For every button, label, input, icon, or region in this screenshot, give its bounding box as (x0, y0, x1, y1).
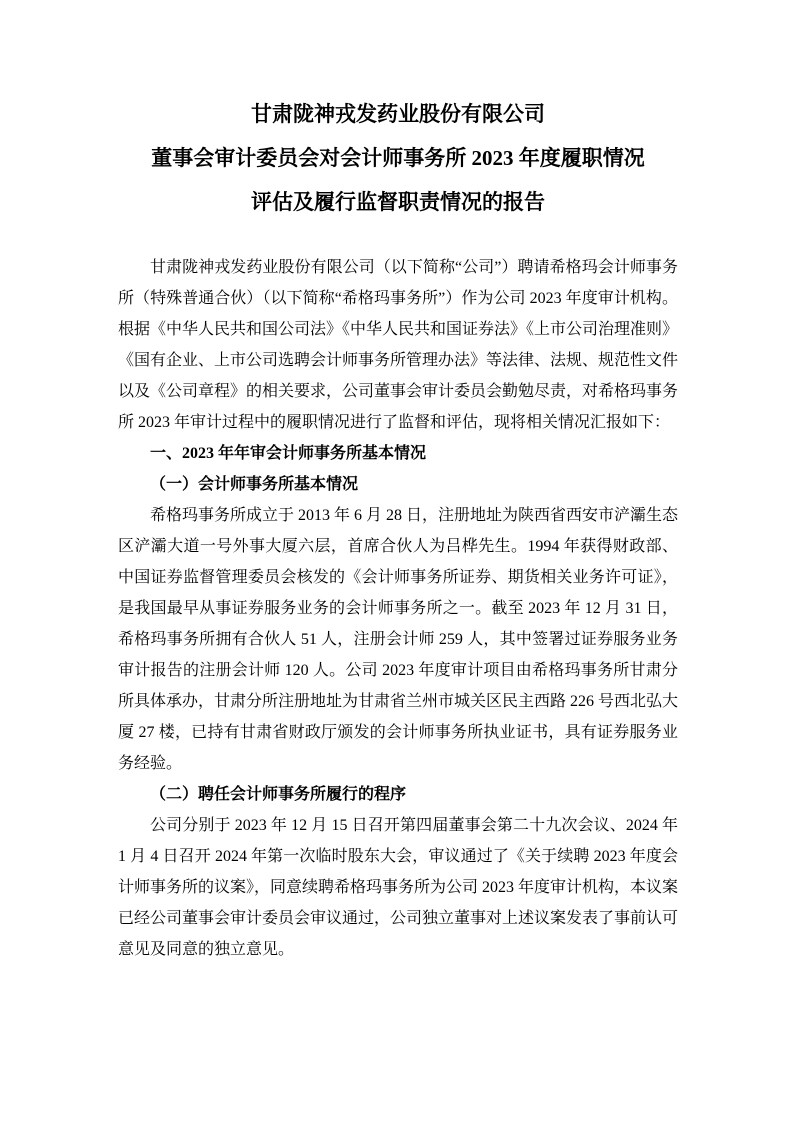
title-line-3: 评估及履行监督职责情况的报告 (251, 190, 545, 214)
title-line-2: 董事会审计委员会对会计师事务所 2023 年度履职情况 (151, 146, 645, 170)
document-title (118, 92, 678, 224)
section-1-2-heading: （二）聘任会计师事务所履行的程序 (150, 786, 407, 803)
section-1-heading: 一、2023 年年审会计师事务所基本情况 (150, 445, 427, 462)
intro-paragraph: 甘肃陇神戎发药业股份有限公司（以下简称“公司”）聘请希格玛会计师事务所（特殊普通合伙）（以下简称“希格玛事务所”）作为公司 2023 年度审计机构。根据《中华人民共和国公司法》《中华人民共和国证券法》《上市公司治理准则》《国有企业、上市公司选聘会计师事务所管理办法》等法律、法规、规范性文件以及《公司章程》的相关要求，公司董事会审计委员会勤勉尽责，对希格玛事务所 2023 年审计过程中的履职情况进行了监督和评估，现将相关情况汇报如下： (118, 259, 679, 431)
engagement-procedure-paragraph: 公司分别于 2023 年 12 月 15 日召开第四届董事会第二十九次会议、2024 年 1 月 4 日召开 2024 年第一次临时股东大会，审议通过了《关于续聘 2023 年度会计师事务所的议案》，同意续聘希格玛事务所为公司 2023 年度审计机构，本议案已经公司董事会审计委员会审议通过，公司独立董事对上述议案发表了事前认可意见及同意的独立意见。 (118, 817, 679, 958)
title-line-1: 甘肃陇神戎发药业股份有限公司 (251, 102, 545, 126)
firm-basic-info-paragraph: 希格玛事务所成立于 2013 年 6 月 28 日，注册地址为陕西省西安市浐灞生态区浐灞大道一号外事大厦六层，首席合伙人为吕桦先生。1994 年获得财政部、中国证券监督管理委员会核发的《会计师事务所证券、期货相关业务许可证》，是我国最早从事证券服务业务的会计师事务所之一。截至 2023 年 12 月 31 日，希格玛事务所拥有合伙人 51 人，注册会计师 259 人，其中签署过证券服务业务审计报告的注册会计师 120 人。公司 2023 年度审计项目由希格玛事务所甘肃分所具体承办，甘肃分所注册地址为甘肃省兰州市城关区民主西路 226 号西北弘大厦 27 楼，已持有甘肃省财政厅颁发的会计师事务所执业证书，具有证券服务业务经验。 (118, 507, 679, 772)
section-1-1-heading: （一）会计师事务所基本情况 (150, 476, 359, 493)
